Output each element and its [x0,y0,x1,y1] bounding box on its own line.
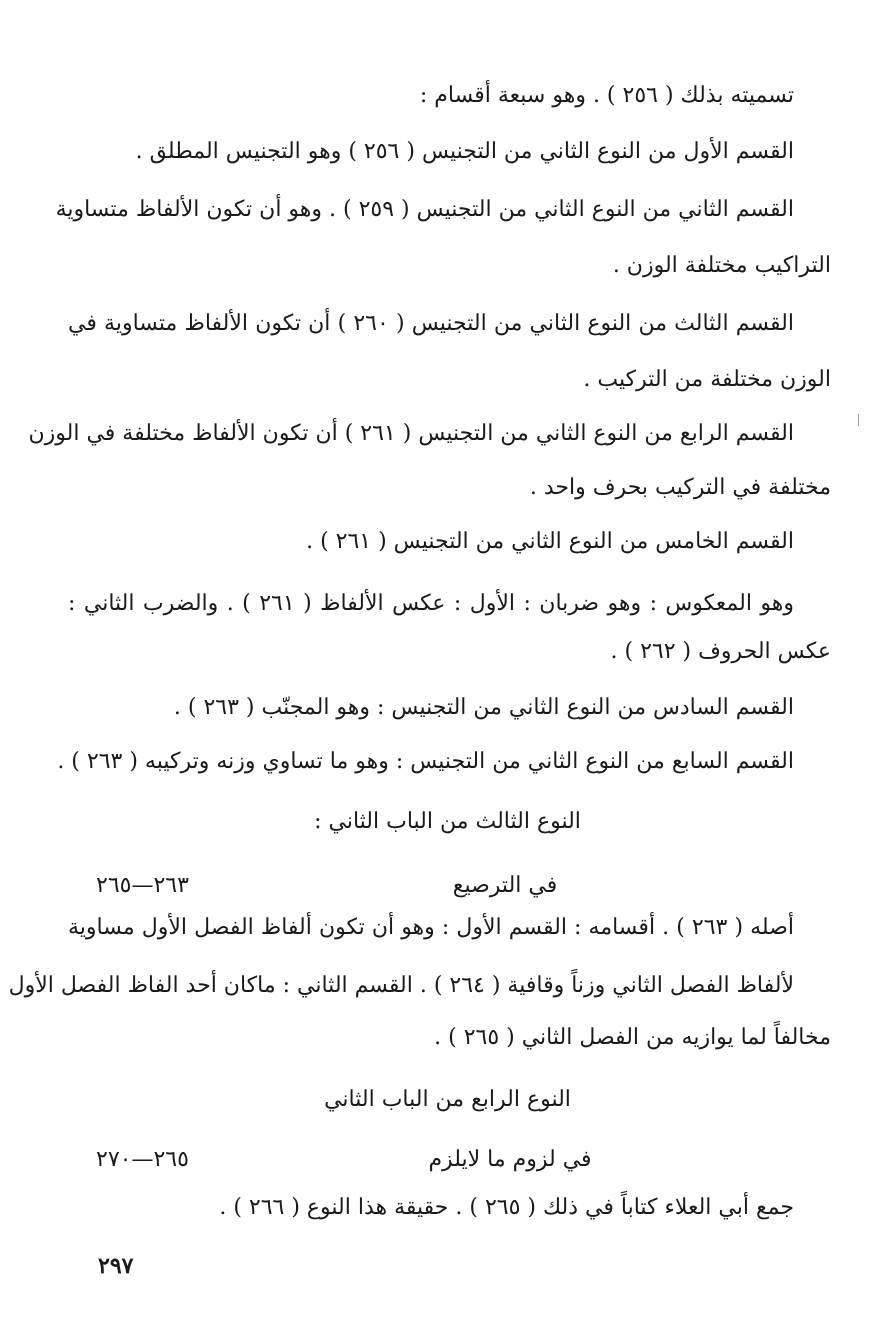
page-range: ٢٦٣—٢٦٥ [96,873,189,898]
subsection-heading: في الترصيع [452,873,558,898]
page-range: ٢٦٥—٢٧٠ [96,1147,189,1172]
section-heading: النوع الرابع من الباب الثاني [324,1087,571,1112]
text-line: الوزن مختلفة من التركيب . [583,367,831,392]
text-line: القسم السادس من النوع الثاني من التجنيس : وهو المجنّب ( ٢٦٣ ) . [173,695,794,720]
text-line: عكس الحروف ( ٢٦٢ ) . [610,639,831,664]
text-line: مختلفة في التركيب بحرف واحد . [529,475,831,500]
text-line: القسم السابع من النوع الثاني من التجنيس : وهو ما تساوي وزنه وتركيبه ( ٢٦٣ ) . [57,749,794,774]
text-line: التراكيب مختلفة الوزن . [612,253,831,278]
text-line: مخالفاً لما يوازيه من الفصل الثاني ( ٢٦٥ ) . [434,1025,831,1050]
text-line: أصله ( ٢٦٣ ) . أقسامه : القسم الأول : وهو أن تكون ألفاظ الفصل الأول مساوية [68,915,794,940]
text-line: القسم الثاني من النوع الثاني من التجنيس ( ٢٥٩ ) . وهو أن تكون الألفاظ متساوية [55,197,794,222]
subsection-heading: في لزوم ما لايلزم [428,1147,592,1172]
text-line: القسم الأول من النوع الثاني من التجنيس ( ٢٥٦ ) وهو التجنيس المطلق . [135,139,794,164]
text-line: لألفاظ الفصل الثاني وزناً وقافية ( ٢٦٤ ) . القسم الثاني : ماكان أحد الفاظ الفصل الأول [8,973,794,998]
page-number: ٢٩٧ [98,1253,134,1279]
text-line: القسم الخامس من النوع الثاني من التجنيس ( ٢٦١ ) . [306,529,794,554]
section-heading: النوع الثالث من الباب الثاني : [314,809,581,834]
text-line: القسم الثالث من النوع الثاني من التجنيس ( ٢٦٠ ) أن تكون الألفاظ متساوية في [68,311,794,336]
text-line: القسم الرابع من النوع الثاني من التجنيس ( ٢٦١ ) أن تكون الألفاظ مختلفة في الوزن [28,421,794,446]
text-line: جمع أبي العلاء كتاباً في ذلك ( ٢٦٥ ) . حقيقة هذا النوع ( ٢٦٦ ) . [219,1195,794,1220]
text-line: تسميته بذلك ( ٢٥٦ ) . وهو سبعة أقسام : [419,83,794,108]
text-line: وهو المعكوس : وهو ضربان : الأول : عكس الألفاظ ( ٢٦١ ) . والضرب الثاني : [68,591,794,616]
scan-mark [858,414,859,426]
